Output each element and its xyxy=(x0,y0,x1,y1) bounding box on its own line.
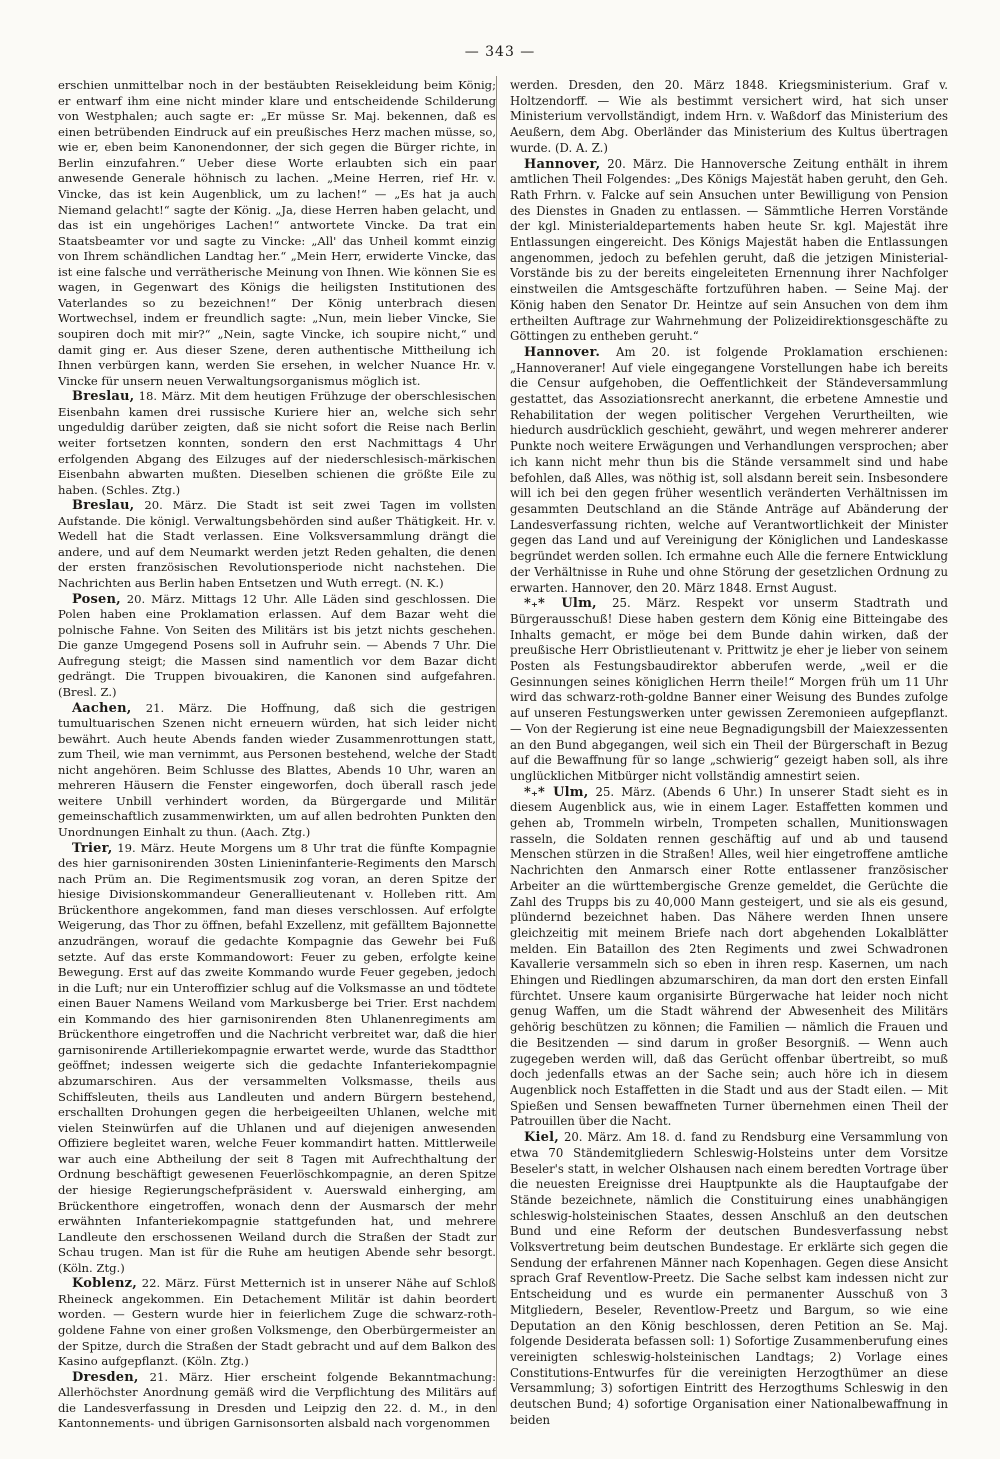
article-dateline: Breslau, xyxy=(72,389,135,405)
article-dateline: Trier, xyxy=(72,840,113,856)
article-text: 25. März. Respekt vor unserm Stadtrath und Bürgerausschuß! Diese haben gestern dem König eine Bitteingabe des Inhalts gemacht, er möge bei dem Bunde dahin wirken, daß der preußische Herr Obristlieutenant v. Prittwitz je eher je lieber von seinem Posten als Festungsbaudirektor abberufen werde, „weil er die Gesinnungen seines königlichen Herrn theile!“ Morgen früh um 11 Uhr wird das schwarz-roth-goldne Banner einer Weisung des Bundes zufolge auf unseren Festungswerken unter gewissen Zeremonieen aufgepflanzt. — Von der Regierung ist eine neue Begnadigungsbill der Maiexzessenten an den Bund abgegangen, weil sich ein Theil der Bürgerschaft in Bezug auf die Bewaffnung für so lange „schwierig“ gezeigt haben soll, als ihre unglücklichen Mitbürger nicht vollständig amnestirt seien. xyxy=(510,596,948,783)
article-dateline: *₊* Ulm, xyxy=(524,596,597,612)
article-dateline: Posen, xyxy=(72,591,121,607)
article-text: 21. März. Hier erscheint folgende Bekanntmachung: Allerhöchster Anordnung gemäß wird die Verpflichtung des Militärs auf die Landesverfassung in Dresden und Leipzig den 22. d. M., in den Kantonnements- und übrigen Garnisonsorten alsbald nach vorgenommen xyxy=(58,1369,496,1431)
article-dateline: Dresden, xyxy=(72,1369,139,1385)
article-paragraph xyxy=(58,1276,496,1369)
article-paragraph xyxy=(510,157,948,345)
column-divider xyxy=(496,76,497,1412)
left-column xyxy=(58,78,496,1438)
article-paragraph xyxy=(510,345,948,596)
article-dateline: Koblenz, xyxy=(72,1276,137,1292)
article-text: 18. März. Mit dem heutigen Frühzuge der oberschlesischen Eisenbahn kamen drei russische Kuriere hier an, welche sich sehr ungeduldig darüber zeigten, daß sie nicht sofort die Reise nach Berlin weiter fortsetzen konnten, sondern den erst Nachmittags 4 Uhr erfolgenden Abgang des Eilzuges auf der niederschlesisch-märkischen Eisenbahn abwarten mußten. Dieselben schienen die größte Eile zu haben. (Schles. Ztg.) xyxy=(58,389,496,497)
article-text: 20. März. Mittags 12 Uhr. Alle Läden sind geschlossen. Die Polen haben eine Proklamation erlassen. Auf dem Bazar weht die polnische Fahne. Von Seiten des Militärs ist bis jetzt nichts geschehen. Die ganze Umgegend Posens soll in Aufruhr sein. — Abends 7 Uhr. Die Aufregung steigt; die Massen sind namentlich vor dem Bazar dicht gedrängt. Die Truppen bivouakiren, die Kanonen sind aufgefahren. (Bresl. Z.) xyxy=(58,591,496,699)
article-dateline: Hannover. xyxy=(524,344,601,360)
article-dateline: Kiel, xyxy=(524,1130,559,1146)
article-paragraph xyxy=(510,596,948,784)
article-text: 20. März. Am 18. d. fand zu Rendsburg eine Versammlung von etwa 70 Ständemitgliedern Schleswig-Holsteins unter dem Vorsitze Beseler's statt, in welcher Olshausen nach einem beredten Vortrage über die neuesten Ereignisse drei Hauptpunkte als die Hauptaufgabe der Stände bezeichnete, nämlich die Constituirung eines unabhängigen schleswig-holsteinischen Staates, dessen Anschluß an den deutschen Bund und eine Reform der deutschen Bundesverfassung nebst Volksvertretung beim deutschen Bundestage. Er erklärte sich gegen die Sendung der erfahrenen Männer nach Kopenhagen. Gegen diese Ansicht sprach Graf Reventlow-Preetz. Die Sache selbst kam indessen nicht zur Entscheidung und es wurde ein permanenter Ausschuß von 3 Mitgliedern, Beseler, Reventlow-Preetz und Bargum, so wie eine Deputation an den König beschlossen, deren Petition an Se. Maj. folgende Desiderata befassen soll: 1) Sofortige Zusammenberufung eines vereinigten schleswig-holsteinischen Landtags; 2) Vorlage eines Constitutions-Entwurfes für die vereinigten Herzogthümer an diese Versammlung; 3) sofortigen Eintritt des Herzogthums Schleswig in den deutschen Bund; 4) sofortige Organisation einer Nationalbewaffnung in beiden xyxy=(510,1130,948,1427)
article-text: Am 20. ist folgende Proklamation erschienen: „Hannoveraner! Auf viele eingegangene Vorstellungen habe ich bereits die Censur aufgehoben, die Oeffentlichkeit der Ständeversammlung gestattet, das Assoziationsrecht anerkannt, die erbetene Amnestie und Rehabilitation der wegen politischer Vergehen Verurtheilten, wie hiedurch ausdrücklich geschieht, gewährt, und wegen mehrerer anderer Punkte noch weitere Erwägungen und Verhandlungen versprochen; aber ich kann nicht mehr thun bis die Stände versammelt sind und habe befohlen, daß Alles, was nöthig ist, soll alsdann bereit sein. Insbesondere will ich bei den gegen früher wesentlich veränderten Verhältnissen im gesammten Deutschland an die Stände Anträge auf Abänderung der Landesverfassung richten, welche auf Verantwortlichkeit der Minister gegen das Land und auf Vereinigung der Königlichen und Landeskasse begründet werden sollen. Ich ermahne euch Alle die fernere Entwicklung der Verhältnisse in Ruhe und ohne Störung der gesetzlichen Ordnung zu erwarten. Hannover, den 20. März 1848. Ernst August. xyxy=(510,344,948,595)
article-dateline: Hannover, xyxy=(524,156,601,172)
article-paragraph xyxy=(58,592,496,701)
article-paragraph xyxy=(510,78,948,157)
article-text: 19. März. Heute Morgens um 8 Uhr trat die fünfte Kompagnie des hier garnisonirenden 30sten Linieninfanterie-Regiments den Marsch nach Prüm an. Die Regimentsmusik zog voran, an deren Spitze der hiesige Divisionskommandeur Generallieutenant v. Holleben ritt. Am Brückenthore angekommen, fand man dieses verschlossen. Auf erfolgte Weigerung, das Thor zu öffnen, befahl Exzellenz, mit gefälltem Bajonnette anzudrängen, worauf die gedachte Kompagnie das Gewehr bei Fuß setzte. Auf das erste Kommandowort: Feuer zu geben, erfolgte keine Bewegung. Erst auf das zweite Kommando wurde Feuer gegeben, jedoch in die Luft; nur ein Unteroffizier schlug auf die Volksmasse an und tödtete einen Bauer Namens Weiland vom Markusberge bei Trier. Erst nachdem ein Kommando des hier garnisonirenden 8ten Uhlanenregiments am Brückenthore eingetroffen und die Nachricht verbreitet war, daß die hier garnisonirende Artilleriekompagnie erwartet werde, wurde das Stadtthor geöffnet; indessen weigerte sich die gedachte Infanteriekompagnie abzumarschiren. Aus der versammelten Volksmasse, theils aus Schiffsleuten, theils aus Landleuten und andern Bürgern bestehend, erschallten Drohungen gegen die herbeigeeilten Uhlanen, welche mit vielen Steinwürfen auf die Uhlanen und auf diejenigen anwesenden Offiziere begleitet waren, welche Feuer kommandirt hatten. Mittlerweile war auch eine Abtheilung der seit 8 Tagen mit Aufrechthaltung der Ordnung beschäftigt gewesenen Feuerlöschkompagnie, an deren Spitze der hiesige Regierungschefpräsident v. Auerswald einherging, am Brückenthore eingetroffen, wonach denn der Ausmarsch der mehr erwähnten Infanteriekompagnie stattgefunden hat, und mehrere Landleute den erschossenen Weiland durch die Straßen der Stadt zur Schau trugen. Man ist für die Ruhe am heutigen Abende sehr besorgt. (Köln. Ztg.) xyxy=(58,840,496,1275)
article-paragraph xyxy=(58,841,496,1277)
article-text: 25. März. (Abends 6 Uhr.) In unserer Stadt sieht es in diesem Augenblick aus, wie in einem Lager. Estaffetten kommen und gehen ab, Trommeln wirbeln, Trompeten schallen, Munitionswagen rasseln, die Soldaten rennen geschäftig auf und ab und tausend Menschen stürzen in die Straßen! Alles, weil hier eingetroffene amtliche Nachrichten den Anmarsch einer Rotte entlassener französischer Arbeiter an die württembergische Grenze gemeldet, die Gerüchte die Zahl des Trupps bis zu 40,000 Mann gesteigert, und sie als eis gesund, plündernd bezeichnet haben. Das Nähere werden Ihnen unsere gleichzeitig mit meinem Briefe nach dort abgehenden Lokalblätter melden. Ein Bataillon des 2ten Regiments und zwei Schwadronen Kavallerie versammeln sich so eben in ihren resp. Kasernen, um nach Ehingen und Riedlingen abzumarschiren, da man dort den ersten Einfall fürchtet. Unsere kaum organisirte Bürgerwache hat leider noch nicht genug Waffen, um die Stadt während der Abwesenheit des Militärs gehörig beschützen zu können; die Familien — nämlich die Frauen und die Besitzenden — sind darum in großer Besorgniß. — Wenn auch zugegeben werden will, daß das Gerücht offenbar übertreibt, so muß doch jedenfalls etwas an der Sache sein; auch höre ich in diesem Augenblick noch Estaffetten in die Stadt und aus der Stadt eilen. — Mit Spießen und Sensen bewaffneten Turner übernehmen einen Theil der Patrouillen über die Nacht. xyxy=(510,784,948,1129)
article-paragraph xyxy=(58,1370,496,1432)
page-number: — 343 — xyxy=(464,44,536,60)
article-text: erschien unmittelbar noch in der bestäubten Reisekleidung beim König; er entwarf ihm eine nicht minder klare und entscheidende Schilderung von Westphalen; auch sagte er: „Er müsse Sr. Maj. bekennen, daß es einen betrübenden Eindruck auf ein preußisches Herz machen müsse, so, wie er, eben beim Kanonendonner, der sich gegen die Bürger richte, in Berlin einzufahren.“ Ueber diese Worte erlaubten sich ein paar anwesende Generale höhnisch zu lachen. „Meine Herren, rief Hr. v. Vincke, das ist kein Augenblick, um zu lachen!“ — „Es hat ja auch Niemand gelacht!“ sagte der König. „Ja, diese Herren haben gelacht, und das ist ein ungehöriges Lachen!“ antwortete Vincke. Da trat ein Staatsbeamter vor und sagte zu Vincke: „All' das Unheil kommt einzig von Ihrem schändlichen Landtag her.“ „Mein Herr, erwiderte Vincke, das ist eine falsche und verrätherische Meinung von Ihnen. Wie können Sie es wagen, in Gegenwart des Königs die heiligsten Institutionen des Vaterlandes so zu bezeichnen!“ Der König unterbrach diesen Wortwechsel, indem er freundlich sagte: „Nun, mein lieber Vincke, Sie soupiren doch mit mir?“ „Nein, sagte Vincke, ich soupire nicht,“ und damit ging er. Aus dieser Szene, deren authentische Mittheilung ich Ihnen verbürgen kann, werden Sie ersehen, in welcher Nuance Hr. v. Vincke für unsern neuen Verwaltungsorganismus möglich ist. xyxy=(58,78,496,388)
article-paragraph xyxy=(58,78,496,389)
article-text: 20. März. Die Stadt ist seit zwei Tagen im vollsten Aufstande. Die königl. Verwaltungsbehörden sind außer Thätigkeit. Hr. v. Wedell hat die Stadt verlassen. Eine Volksversammlung drängt die andere, und auf dem Neumarkt werden jetzt Reden gehalten, die denen der ersten französischen Revolutionsperiode nicht nachstehen. Die Nachrichten aus Berlin haben Entsetzen und Wuth erregt. (N. K.) xyxy=(58,498,496,590)
right-column xyxy=(510,78,948,1438)
article-paragraph xyxy=(58,498,496,591)
article-dateline: Aachen, xyxy=(72,700,132,716)
article-paragraph xyxy=(510,1130,948,1428)
article-paragraph xyxy=(510,785,948,1130)
article-paragraph xyxy=(58,701,496,841)
article-text: 21. März. Die Hoffnung, daß sich die gestrigen tumultuarischen Szenen nicht erneuern würden, hat sich leider nicht bewährt. Auch heute Abends fanden wieder Zusammenrottungen statt, zum Theil, wie man vernimmt, aus Personen bestehend, welche der Stadt nicht angehören. Beim Schlusse des Blattes, Abends 10 Uhr, waren an mehreren Häusern die Fenster eingeworfen, doch überall rasch jede weitere Unbill verhindert worden, da Bürgergarde und Militär gemeinschaftlich zusammenwirkten, um auf allen bedrohten Punkten den Unordnungen Einhalt zu thun. (Aach. Ztg.) xyxy=(58,700,496,839)
article-dateline: *₊* Ulm, xyxy=(524,784,589,800)
article-text: 20. März. Die Hannoversche Zeitung enthält in ihrem amtlichen Theil Folgendes: „Des Königs Majestät haben geruht, den Geh. Rath Frhrn. v. Falcke auf sein Ansuchen unter Bewilligung von Pension des Dienstes in Gnaden zu entlassen. — Sämmtliche Herren Vorstände der kgl. Ministerialdepartements haben heute Sr. kgl. Majestät ihre Entlassungen eingereicht. Des Königs Majestät haben die Entlassungen angenommen, jedoch zu befehlen geruht, daß die jetzigen Ministerial-Vorstände bis zu der bereits eingeleiteten Ernennung ihrer Nachfolger einstweilen die Amtsgeschäfte fortzuführen haben. — Seine Maj. der König haben den Senator Dr. Heintze auf sein Ansuchen von dem ihm ertheilten Auftrage zur Wahrnehmung der Polizeidirektionsgeschäfte zu Göttingen zu entheben geruht.“ xyxy=(510,156,948,344)
article-text: 22. März. Fürst Metternich ist in unserer Nähe auf Schloß Rheineck angekommen. Ein Detachement Militär ist dahin beordert worden. — Gestern wurde hier in feierlichem Zuge die schwarz-roth-goldene Fahne von einer großen Volksmenge, den Oberbürgermeister an der Spitze, durch die Straßen der Stadt gebracht und auf dem Balkon des Kasino aufgepflanzt. (Köln. Ztg.) xyxy=(58,1276,496,1369)
article-text: werden. Dresden, den 20. März 1848. Kriegsministerium. Graf v. Holtzendorff. — Wie als bestimmt versichert wird, hat sich unser Ministerium vervollständigt, indem Hrn. v. Waßdorf das Ministerium des Aeußern, dem Abg. Oberländer das Ministerium des Kultus übertragen wurde. (D. A. Z.) xyxy=(510,78,948,155)
article-paragraph xyxy=(58,389,496,498)
article-dateline: Breslau, xyxy=(72,498,135,514)
